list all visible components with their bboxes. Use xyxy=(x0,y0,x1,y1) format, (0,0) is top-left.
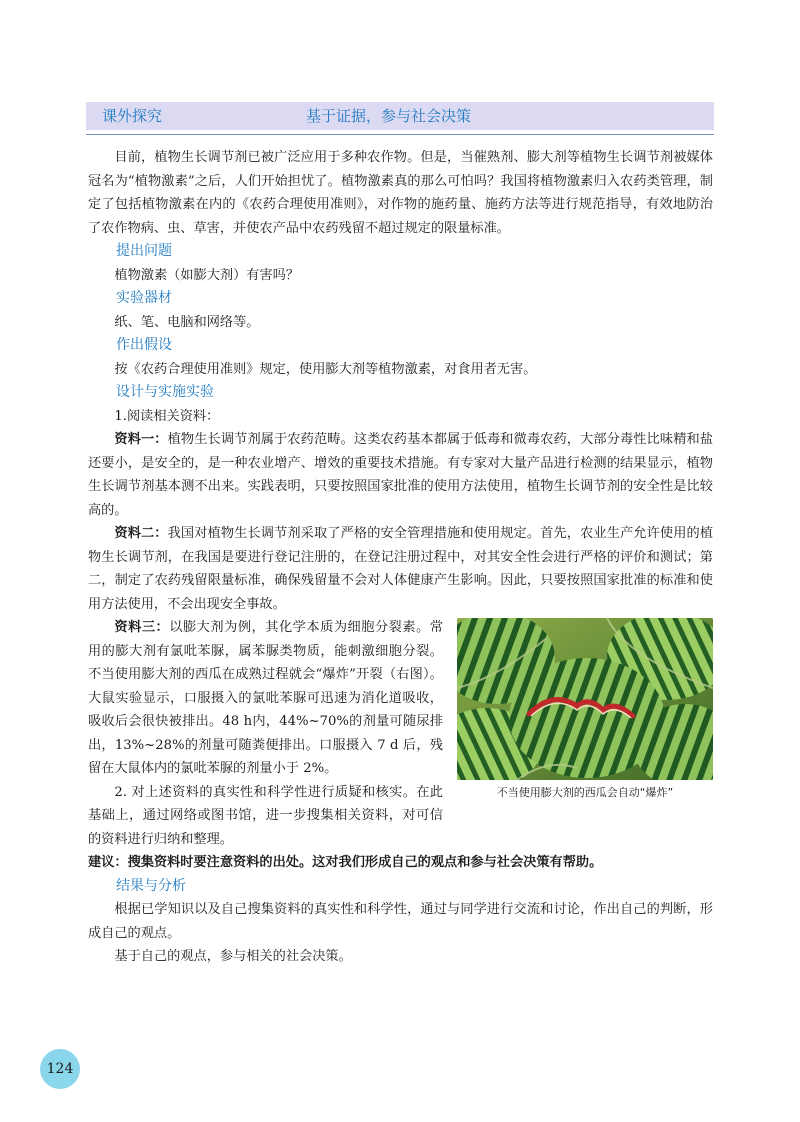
intro-paragraph: 目前，植物生长调节剂已被广泛应用于多种农作物。但是，当催熟剂、膨大剂等植物生长调节剂被媒体冠名为“植物激素”之后，人们开始担忧了。植物激素真的那么可怕吗？我国将植物激素归入农药类管理，制定了包括植物激素在内的《农药合理使用准则》，对作物的施药量、施药方法等进行规范指导，有效地防治了农作物病、虫、草害，并使农产品中农药残留不超过规定的限量标准。 xyxy=(88,150,713,236)
material-1-label: 资料一： xyxy=(114,432,168,447)
figure-caption: 不当使用膨大剂的西瓜会自动“爆炸” xyxy=(496,786,674,799)
section-title: 基于证据，参与社会决策 xyxy=(306,107,472,125)
heading-question: 提出问题 xyxy=(116,243,172,259)
materials-text: 纸、笔、电脑和网络等。 xyxy=(114,314,260,330)
heading-results: 结果与分析 xyxy=(116,877,186,894)
step-1-text: 1.阅读相关资料： xyxy=(114,408,220,424)
page-number-badge xyxy=(40,1049,80,1089)
step-2-text: 2. 对上述资料的真实性和科学性进行质疑和核实。在此基础上，通过网络或图书馆，进一步搜集相关资料，对可信的资料进行归纳和整理。 xyxy=(88,784,443,847)
section-label: 课外探究 xyxy=(102,107,163,125)
results-text-2: 基于自己的观点，参与相关的社会决策。 xyxy=(114,949,352,964)
heading-experiment: 设计与实施实验 xyxy=(116,384,214,400)
suggestion-text: 搜集资料时要注意资料的出处。这对我们形成自己的观点和参与社会决策有帮助。 xyxy=(127,855,603,870)
section-header-bar xyxy=(86,102,714,130)
suggestion-paragraph xyxy=(88,851,713,875)
heading-hypothesis: 作出假设 xyxy=(116,337,172,353)
hypothesis-text: 按《农药合理使用准则》规定，使用膨大剂等植物激素，对食用者无害。 xyxy=(114,361,537,377)
page-number: 124 xyxy=(46,1061,74,1077)
header-divider xyxy=(86,134,714,135)
material-1-paragraph xyxy=(88,428,713,522)
watermelon-figure xyxy=(457,618,713,802)
material-2-paragraph xyxy=(88,522,713,616)
material-2-text: 我国对植物生长调节剂采取了严格的安全管理措施和使用规定。首先，农业生产允许使用的植物生长调节剂，在我国是要进行登记注册的，在登记注册过程中，对其安全性会进行严格的评价和测试；第二，制定了农药残留限量标准，确保残留量不会对人体健康产生影响。因此，只要按照国家批准的标准和使用方法使用，不会出现安全事故。 xyxy=(88,526,714,612)
question-text: 植物激素（如膨大剂）有害吗？ xyxy=(114,267,300,283)
page-content xyxy=(88,146,713,969)
material-3-label: 资料三： xyxy=(114,620,170,635)
suggestion-label: 建议： xyxy=(88,855,128,870)
material-2-label: 资料二： xyxy=(114,526,168,541)
material-3-text: 以膨大剂为例，其化学本质为细胞分裂素。常用的膨大剂有氯吡苯脲，属苯脲类物质，能刺激细胞分裂。不当使用膨大剂的西瓜在成熟过程就会“爆炸”开裂（右图）。大鼠实验显示，口服摄入的氯吡苯脲可迅速为消化道吸收，吸收后会很快被排出。48 h内，44%~70%的剂量可随尿排出，13%~28%的剂量可随粪便排出。口服摄入 7 d 后，残留在大鼠体内的氯吡苯脲的剂量小于 2%。 xyxy=(88,620,444,776)
heading-materials: 实验器材 xyxy=(116,290,172,306)
material-1-text: 植物生长调节剂属于农药范畴。这类农药基本都属于低毒和微毒农药，大部分毒性比味精和盐还要小，是安全的，是一种农业增产、增效的重要技术措施。有专家对大量产品进行检测的结果显示，植物生长调节剂基本测不出来。实践表明，只要按照国家批准的使用方法使用，植物生长调节剂的安全性是比较高的。 xyxy=(88,432,714,518)
results-text-1: 根据已学知识以及自己搜集资料的真实性和科学性，通过与同学进行交流和讨论，作出自己的判断，形成自己的观点。 xyxy=(88,902,713,941)
watermelon-photo xyxy=(457,618,713,780)
